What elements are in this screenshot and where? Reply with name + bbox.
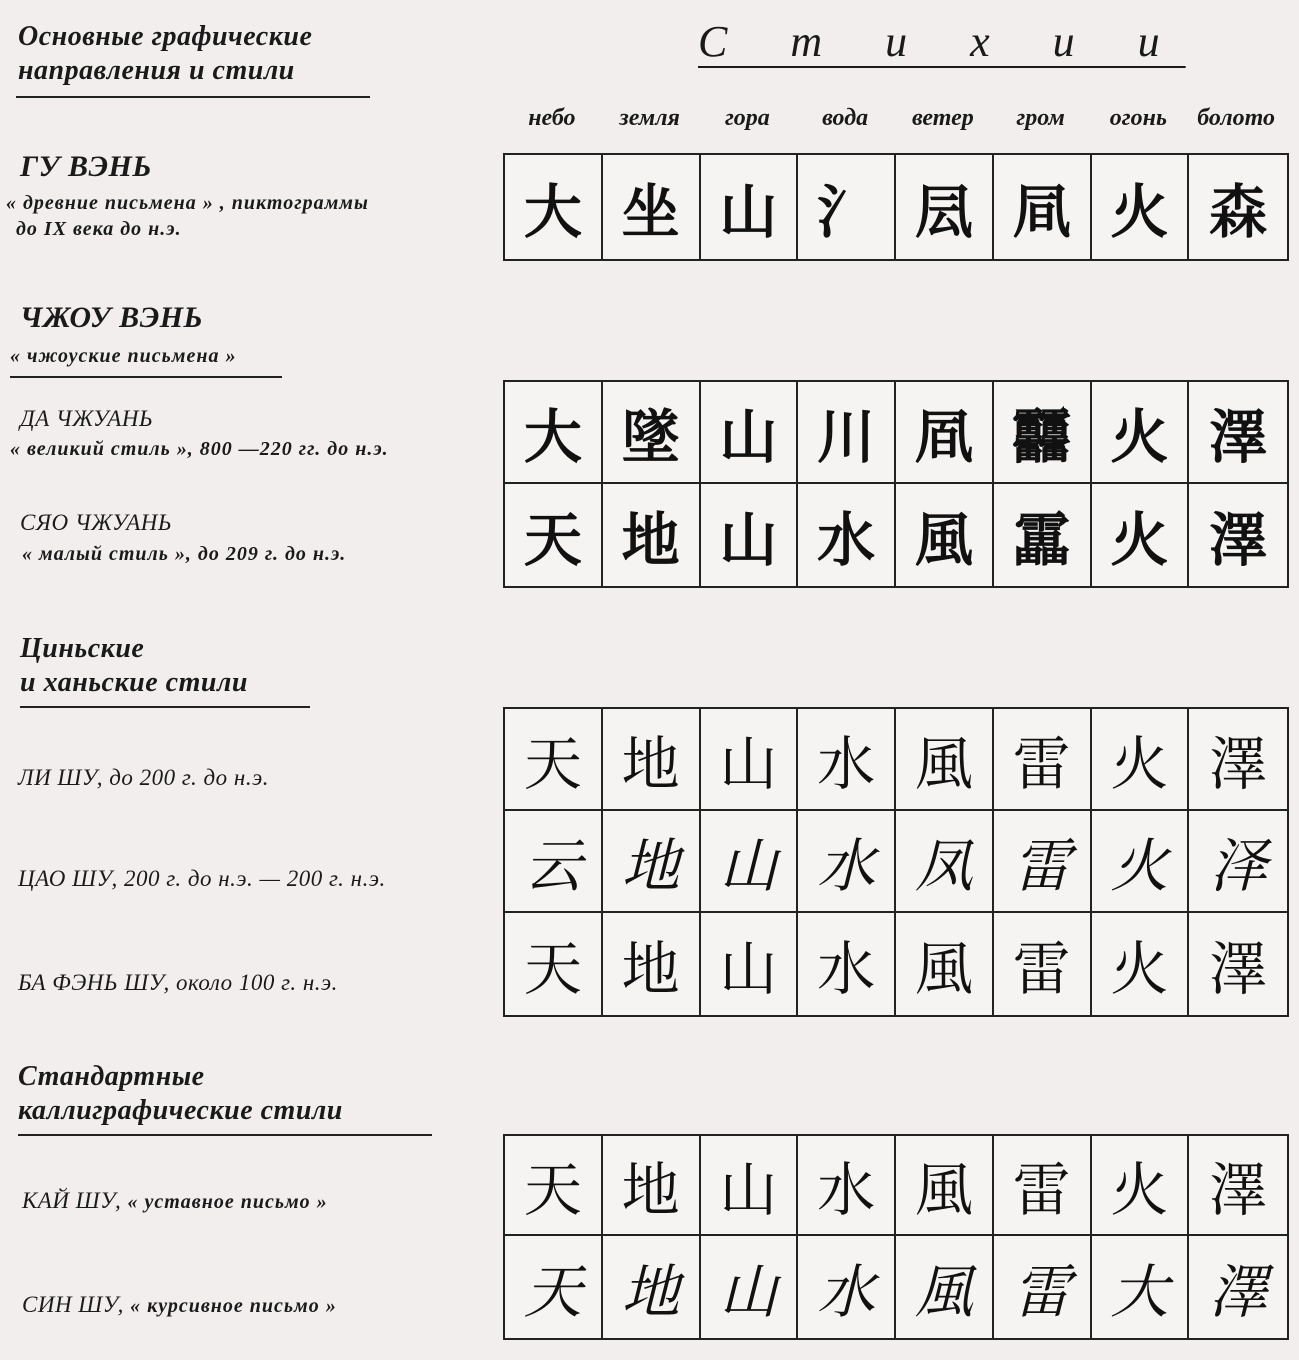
glyph-cell-xiao-zhuan-7: 澤 (1209, 506, 1268, 574)
glyph-cell-xiao-zhuan-1: 地 (603, 484, 701, 586)
section-heading-qin-han (20, 632, 248, 700)
style-name-li-shu: ЛИ ШУ, до 200 г. до н.э. (18, 765, 269, 790)
glyph-cell-ba-fen-6: 火 (1092, 913, 1190, 1015)
glyph-cell-xing-shu-3: 水 (798, 1236, 896, 1338)
column-header-wind: ветер (911, 105, 974, 131)
style-name-da-zhuan: ДА ЧЖУАНЬ (20, 406, 154, 431)
glyph-cell-xing-shu-4: 風 (896, 1236, 994, 1338)
divider (10, 376, 282, 378)
glyph-cell-xiao-zhuan-5: 靁 (994, 484, 1092, 586)
glyph-cell-li-shu-1: 地 (603, 709, 701, 811)
glyph-cell-xing-shu-0: 天 (505, 1236, 603, 1338)
style-name-xing-shu (22, 1292, 337, 1318)
glyph-grid-gu-wen (503, 153, 1289, 261)
glyph-cell-xiao-zhuan-0: 天 (505, 484, 603, 586)
glyph-cell-da-zhuan-7: 澤 (1189, 382, 1287, 484)
glyph-cell-kai-shu-7: 澤 (1189, 1136, 1287, 1236)
glyph-cell-xiao-zhuan-2: 山 (701, 484, 799, 586)
style-name-gu-wen: ГУ ВЭНЬ (20, 150, 152, 183)
glyph-cell-kai-shu-3: 水 (798, 1136, 896, 1236)
glyph-cell-kai-shu-4: 風 (896, 1136, 994, 1236)
glyph-cell-gu-wen-5: 凬 (994, 155, 1092, 259)
section-heading-standard (18, 1060, 343, 1128)
heading-line: Основные графические (18, 21, 313, 52)
glyph-cell-ba-fen-3: 水 (798, 913, 896, 1015)
glyph-cell-gu-wen-3: 氵 (798, 155, 896, 259)
glyph-cell-xing-shu-1: 地 (603, 1236, 701, 1338)
glyph-cell-gu-wen-7: 森 (1209, 178, 1268, 246)
glyph-cell-da-zhuan-5: 䨻 (994, 382, 1092, 484)
glyph-cell-gu-wen-4: 凨 (896, 155, 994, 259)
glyph-cell-ba-fen-5: 雷 (994, 913, 1092, 1015)
glyph-cell-ba-fen-0: 天 (505, 913, 603, 1015)
section-heading-zhou-wen: ЧЖОУ ВЭНЬ (20, 301, 204, 334)
glyph-cell-cao-shu-0: 云 (505, 811, 603, 913)
glyph-cell-kai-shu-1: 地 (603, 1136, 701, 1236)
glyph-cell-li-shu-6: 火 (1092, 709, 1190, 811)
glyph-cell-xiao-zhuan-6: 火 (1092, 484, 1190, 586)
style-name-text: СИН ШУ, (22, 1292, 124, 1317)
glyph-cell-li-shu-4: 風 (896, 709, 994, 811)
style-desc: до IX века до н.э. (16, 218, 182, 240)
glyph-cell-gu-wen-2: 山 (701, 155, 799, 259)
glyph-cell-cao-shu-3: 水 (798, 811, 896, 913)
glyph-cell-kai-shu-6: 火 (1092, 1136, 1190, 1236)
glyph-cell-da-zhuan-1: 墜 (603, 382, 701, 484)
glyph-cell-li-shu-0: 天 (505, 709, 603, 811)
glyph-cell-ba-fen-2: 山 (701, 913, 799, 1015)
column-header-water: вода (822, 105, 869, 131)
heading-line: Циньские (20, 633, 145, 664)
glyph-cell-gu-wen-0: 大 (505, 155, 603, 259)
glyph-cell-xing-shu-6: 大 (1092, 1236, 1190, 1338)
glyph-cell-xing-shu-7: 澤 (1209, 1258, 1268, 1326)
glyph-cell-cao-shu-2: 山 (701, 811, 799, 913)
heading-line: направления и стили (18, 55, 295, 86)
glyph-grid-zhou-wen (503, 380, 1289, 588)
glyph-cell-da-zhuan-4: 凮 (896, 382, 994, 484)
glyph-cell-da-zhuan-2: 山 (701, 382, 799, 484)
glyph-cell-li-shu-7: 澤 (1189, 709, 1287, 811)
glyph-cell-li-shu-3: 水 (798, 709, 896, 811)
style-name-ba-fen-shu: БА ФЭНЬ ШУ, около 100 г. н.э. (18, 970, 338, 995)
glyph-cell-da-zhuan-0: 大 (505, 382, 603, 484)
glyph-cell-cao-shu-4: 凤 (896, 811, 994, 913)
glyph-grid-standard (503, 1134, 1289, 1340)
glyph-cell-xiao-zhuan-4: 風 (896, 484, 994, 586)
column-header-earth: земля (619, 105, 680, 131)
glyph-cell-kai-shu-2: 山 (701, 1136, 799, 1236)
divider (20, 706, 310, 708)
style-name-text: КАЙ ШУ, (22, 1188, 122, 1213)
glyph-cell-cao-shu-6: 火 (1092, 811, 1190, 913)
style-desc: « курсивное письмо » (130, 1295, 337, 1317)
style-desc: « великий стиль », 800 —220 гг. до н.э. (10, 438, 389, 460)
glyph-cell-xing-shu-2: 山 (701, 1236, 799, 1338)
glyph-cell-kai-shu-0: 天 (505, 1136, 603, 1236)
glyph-grid-qin-han (503, 707, 1289, 1017)
glyph-cell-li-shu-2: 山 (701, 709, 799, 811)
style-name-kai-shu (22, 1188, 328, 1214)
column-headers (503, 105, 1285, 132)
column-header-thunder: гром (1016, 105, 1065, 131)
glyph-cell-gu-wen-1: 坐 (603, 155, 701, 259)
divider (18, 1134, 432, 1136)
section-subheading: « чжоуские письмена » (10, 345, 237, 367)
column-header-mountain: гора (724, 105, 770, 131)
style-desc: « малый стиль », до 209 г. до н.э. (22, 543, 347, 565)
glyph-cell-da-zhuan-3: 川 (798, 382, 896, 484)
glyph-cell-xiao-zhuan-3: 水 (798, 484, 896, 586)
glyph-cell-li-shu-5: 雷 (994, 709, 1092, 811)
heading-line: Стандартные (18, 1061, 205, 1092)
glyph-cell-xing-shu-5: 雷 (994, 1236, 1092, 1338)
heading-line: и ханьские стили (20, 667, 248, 698)
glyph-cell-kai-shu-5: 雷 (994, 1136, 1092, 1236)
style-name-cao-shu: ЦАО ШУ, 200 г. до н.э. — 200 г. н.э. (18, 866, 386, 891)
column-header-fire: огонь (1109, 105, 1167, 131)
glyph-cell-ba-fen-4: 風 (896, 913, 994, 1015)
style-name-xiao-zhuan: СЯО ЧЖУАНЬ (20, 510, 172, 535)
page-title: С т и х и и (698, 17, 1186, 66)
glyph-cell-ba-fen-7: 澤 (1209, 935, 1268, 1003)
glyph-cell-cao-shu-7: 泽 (1189, 811, 1287, 913)
column-header-swamp: болото (1197, 105, 1275, 131)
column-header-sky: небо (528, 105, 576, 131)
style-desc: « уставное письмо » (127, 1191, 328, 1213)
glyph-cell-cao-shu-1: 地 (603, 811, 701, 913)
glyph-cell-ba-fen-1: 地 (603, 913, 701, 1015)
glyph-cell-da-zhuan-6: 火 (1092, 382, 1190, 484)
divider (16, 96, 370, 98)
heading-line: каллиграфические стили (18, 1095, 343, 1126)
glyph-cell-cao-shu-5: 雷 (994, 811, 1092, 913)
section-heading-main (18, 20, 312, 88)
style-desc: « древние письмена » , пиктограммы (6, 192, 369, 214)
glyph-cell-gu-wen-6: 火 (1092, 155, 1190, 259)
